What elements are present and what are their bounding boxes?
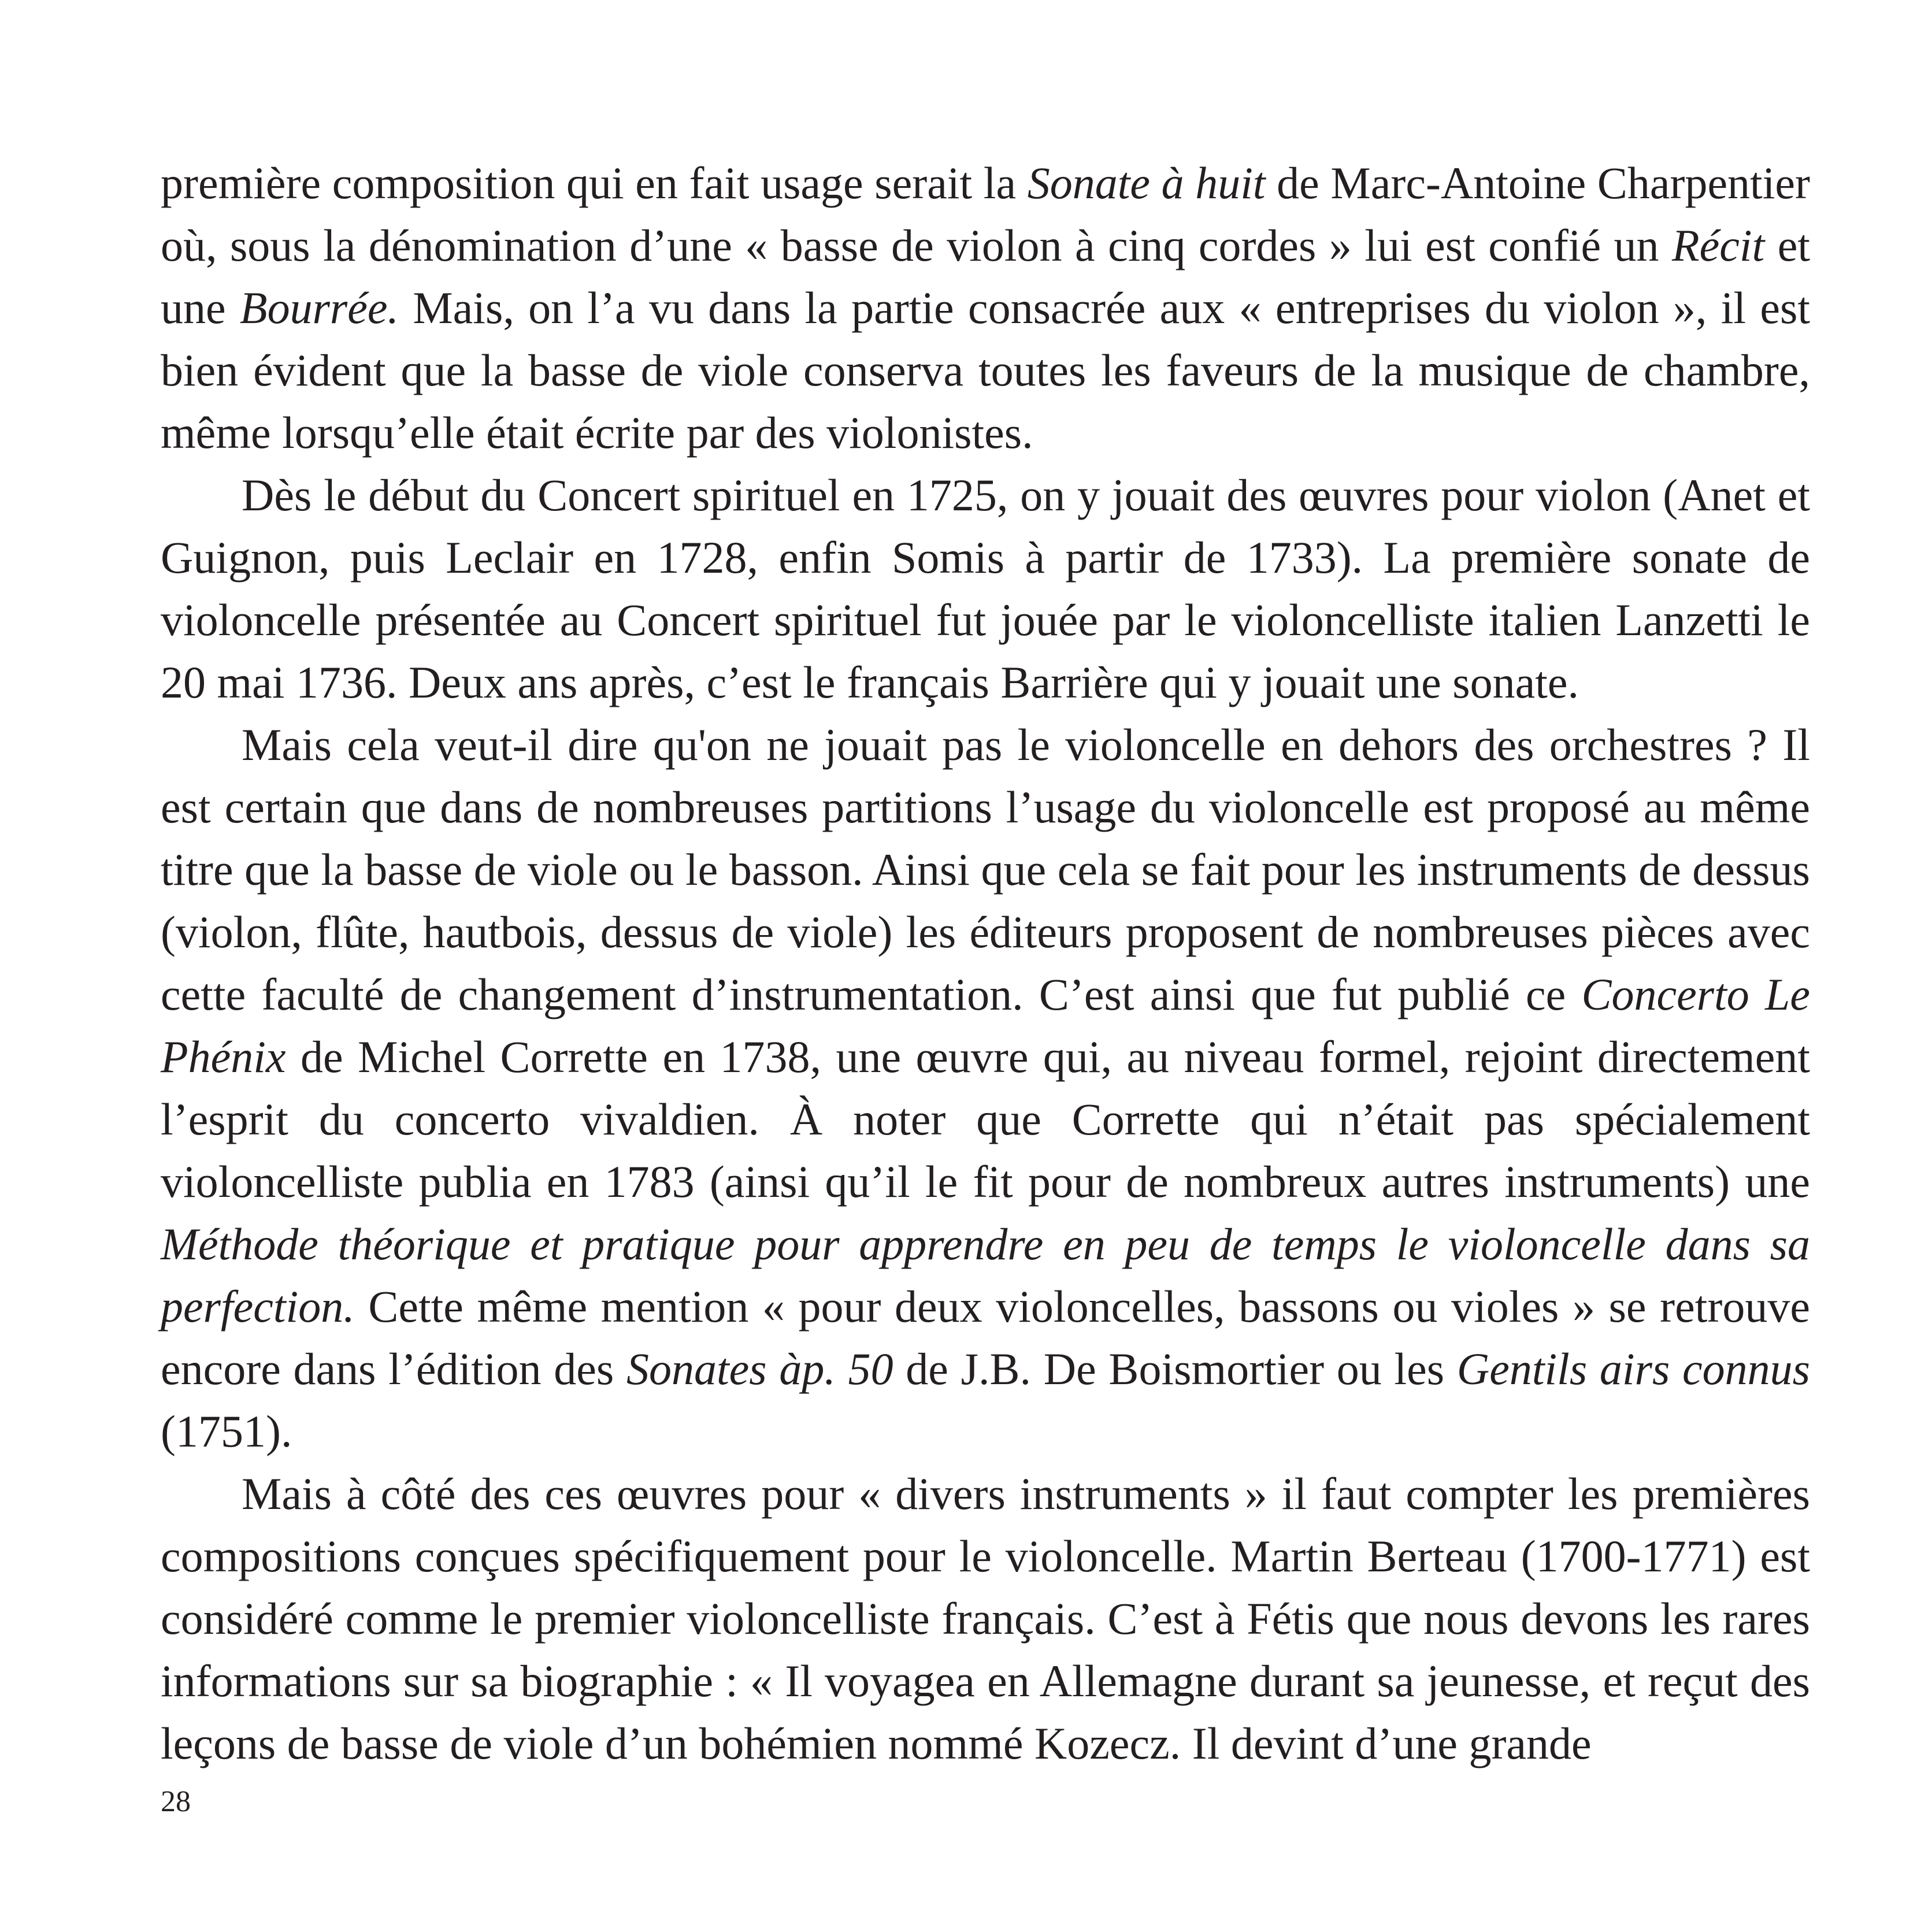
paragraph xyxy=(161,1463,1810,1775)
text-run: de J.B. De Boismortier ou les xyxy=(893,1344,1457,1394)
italic-title: Concerto Le Phénix xyxy=(161,969,1810,1082)
paragraph xyxy=(161,714,1810,1463)
paragraph xyxy=(161,464,1810,714)
italic-title: Méthode théorique et pratique pour apprendre en peu de temps le violoncelle dans sa perfection. xyxy=(161,1219,1810,1332)
text-run: Cette même mention « pour deux violoncelles, bassons ou violes » se retrouve encore dans l’édition des xyxy=(161,1281,1810,1394)
page-number: 28 xyxy=(161,1785,191,1818)
text-run: de Michel Corrette en 1738, une œuvre qui, au niveau formel, rejoint directement l’esprit du concerto vivaldien. À noter que Corrette qui n’était pas spécialement violoncelliste publia en 1783 (ainsi qu’il le fit pour de nombreux autres instruments) une xyxy=(161,1032,1810,1207)
text-run: (1751). xyxy=(161,1406,292,1456)
text-run: Mais cela veut-il dire qu'on ne jouait pas le violoncelle en dehors des orchestres ? Il est certain que dans de nombreuses partitions l’usage du violoncelle est proposé au même titre que la basse de viole ou le basson. Ainsi que cela se fait pour les instruments de dessus (violon, flûte, hautbois, dessus de viole) les éditeurs proposent de nombreuses pièces avec cette faculté de changement d’instrumentation. C’est ainsi que fut publié ce xyxy=(161,720,1810,1019)
italic-title: Sonates àp. 50 xyxy=(626,1344,893,1394)
text-run: Mais, on l’a vu dans la partie consacrée aux « entreprises du violon », il est bien évident que la basse de viole conserva toutes les faveurs de la musique de chambre, même lorsqu’elle était écrite par des violonistes. xyxy=(161,283,1811,458)
text-run: première composition qui en fait usage serait la xyxy=(161,158,1028,208)
paragraph xyxy=(161,152,1810,464)
text-run: de Marc-Antoine Charpentier où, sous la dénomination d’une « basse de violon à cinq cordes » lui est confié un xyxy=(161,158,1810,270)
italic-title: Bourrée. xyxy=(239,283,399,333)
text-run: Dès le début du Concert spirituel en 1725, on y jouait des œuvres pour violon (Anet et Guignon, puis Leclair en 1728, enfin Somis à partir de 1733). La première sonate de violoncelle présentée au Concert spirituel fut jouée par le violoncelliste italien Lanzetti le 20 mai 1736. Deux ans après, c’est le français Barrière qui y jouait une sonate. xyxy=(161,470,1810,707)
body-text xyxy=(161,152,1810,1775)
italic-title: Récit xyxy=(1672,220,1765,270)
text-run: Mais à côté des ces œuvres pour « divers instruments » il faut compter les premières compositions conçues spécifiquement pour le violoncelle. Martin Berteau (1700-1771) est considéré comme le premier violoncelliste français. C’est à Fétis que nous devons les rares informations sur sa biographie : « Il voyagea en Allemagne durant sa jeunesse, et reçut des leçons de basse de viole d’un bohémien nommé Kozecz. Il devint d’une grande xyxy=(161,1469,1810,1768)
text-run: et une xyxy=(161,220,1810,333)
italic-title: Gentils airs connus xyxy=(1456,1344,1811,1394)
italic-title: Sonate à huit xyxy=(1027,158,1266,208)
